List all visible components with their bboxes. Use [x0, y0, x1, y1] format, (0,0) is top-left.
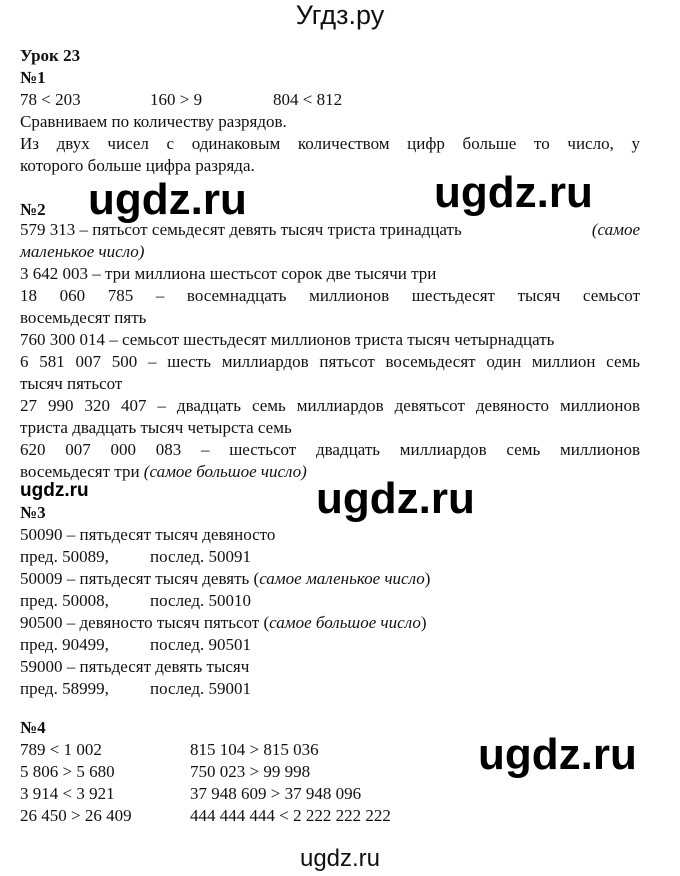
task3-row-3-text: 50009 – пятьдесят тысяч девять (: [20, 569, 260, 588]
task2-line-7b-note: (самое большое число): [143, 462, 307, 481]
task4-left-1: 789 < 1 002: [20, 740, 102, 759]
task2-line-1-note-cont: маленькое число): [20, 242, 145, 261]
task4-heading: №4: [20, 718, 46, 737]
task3-row-6-prev: пред. 90499,: [20, 635, 109, 654]
task2-line-1-text: 579 313 – пятьсот семьдесят девять тысяч триста тринадцать: [20, 220, 462, 239]
task3-row-2-next: послед. 50091: [150, 547, 252, 566]
task1-compare-1: 78 < 203: [20, 90, 81, 109]
task2-line-5a: 6 581 007 500 – шесть миллиардов пятьсот восемьдесят один миллион семь: [20, 352, 640, 371]
lesson-title: Урок 23: [20, 46, 81, 65]
task1-paragraph-2a: Из двух чисел с одинаковым количеством цифр больше то число, у: [20, 134, 640, 153]
task3-row-3-end: ): [424, 569, 431, 588]
watermark-2: ugdz.ru: [434, 168, 593, 217]
task3-row-4-prev: пред. 50008,: [20, 591, 109, 610]
task4-left-3: 3 914 < 3 921: [20, 784, 115, 803]
watermark-3: ugdz.ru: [316, 474, 475, 523]
task2-line-3b: восемьдесят пять: [20, 308, 147, 327]
footer-link[interactable]: ugdz.ru: [299, 845, 381, 872]
task1-heading: №1: [20, 68, 46, 87]
task2-line-6a: 27 990 320 407 – двадцать семь миллиардов девятьсот девяносто миллионов: [20, 396, 640, 415]
task2-line-1: [20, 219, 640, 241]
task2-heading: №2: [20, 200, 46, 219]
task3-row-5-note: самое большое число: [269, 613, 421, 632]
task1-compare-2: 160 > 9: [150, 90, 203, 109]
task1-paragraph-2b: которого больше цифра разряда.: [20, 156, 255, 175]
watermark-1: ugdz.ru: [88, 175, 247, 224]
task4-left-4: 26 450 > 26 409: [20, 806, 132, 825]
task3-row-5-end: ): [420, 613, 427, 632]
task2-line-1-note: (самое: [591, 220, 640, 239]
task3-row-1: 50090 – пятьдесят тысяч девяносто: [20, 525, 276, 544]
task3-row-3-note: самое маленькое число: [259, 569, 425, 588]
task3-row-7: 59000 – пятьдесят девять тысяч: [20, 657, 250, 676]
task2-line-7a: 620 007 000 083 – шестьсот двадцать миллиардов семь миллионов: [20, 440, 640, 459]
task3-heading: №3: [20, 503, 46, 522]
task3-row-2-prev: пред. 50089,: [20, 547, 109, 566]
task2-line-5b: тысяч пятьсот: [20, 374, 123, 393]
task3-row-3: [20, 568, 430, 590]
task4-right-4: 444 444 444 < 2 222 222 222: [190, 806, 391, 825]
task3-row-4-next: послед. 50010: [150, 591, 252, 610]
task2-line-7b: [20, 461, 307, 483]
task2-line-7b-text: восемьдесят три: [20, 462, 140, 481]
task2-line-4: 760 300 014 – семьсот шестьдесят миллионов триста тысяч четырнадцать: [20, 330, 555, 349]
task1-paragraph-1: Сравниваем по количеству разрядов.: [20, 112, 287, 131]
task2-line-2: 3 642 003 – три миллиона шестьсот сорок две тысячи три: [20, 264, 437, 283]
task4-right-2: 750 023 > 99 998: [190, 762, 311, 781]
site-title: Угдз.ру: [295, 0, 385, 30]
watermark-4: ugdz.ru: [478, 730, 637, 779]
task4-right-3: 37 948 609 > 37 948 096: [190, 784, 362, 803]
task1-compare-3: 804 < 812: [273, 90, 343, 109]
task3-row-8-next: послед. 59001: [150, 679, 252, 698]
task4-left-2: 5 806 > 5 680: [20, 762, 115, 781]
task2-line-6b: триста двадцать тысяч четырста семь: [20, 418, 292, 437]
task2-line-3a: 18 060 785 – восемнадцать миллионов шестьдесят тысяч семьсот: [20, 286, 640, 305]
task3-row-6-next: послед. 90501: [150, 635, 252, 654]
task3-row-5: [20, 612, 427, 634]
watermark-small: ugdz.ru: [20, 480, 89, 501]
task4-right-1: 815 104 > 815 036: [190, 740, 319, 759]
task3-row-8-prev: пред. 58999,: [20, 679, 109, 698]
task3-row-5-text: 90500 – девяносто тысяч пятьсот (: [20, 613, 270, 632]
